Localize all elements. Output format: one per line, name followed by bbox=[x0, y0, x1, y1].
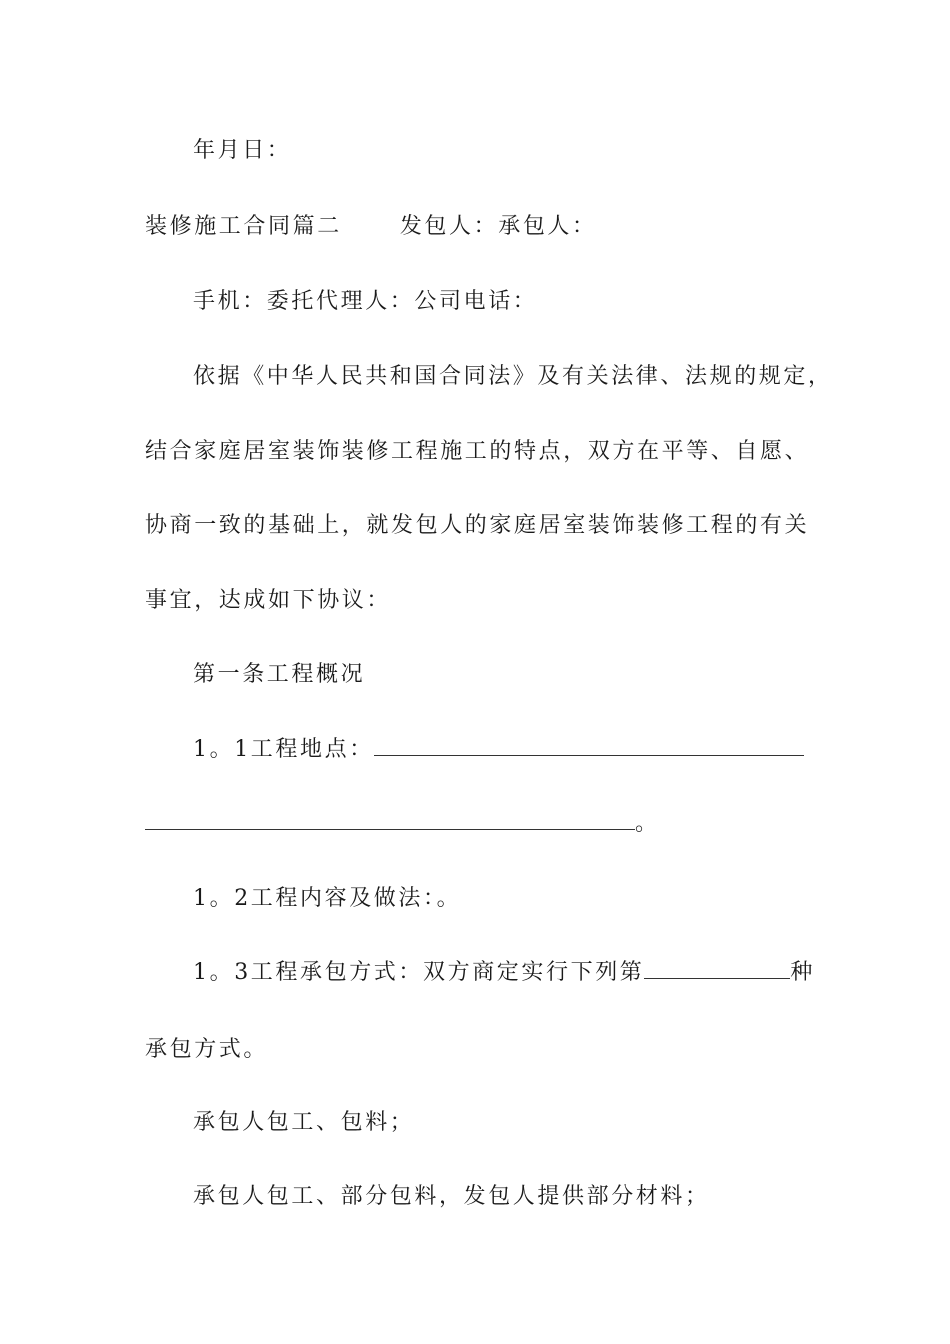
intro-line-2 bbox=[145, 437, 809, 467]
date-text: 年月日： bbox=[193, 138, 292, 163]
option-1-text: 承包人包工、包料； bbox=[193, 1110, 415, 1135]
intro-line-3 bbox=[145, 511, 809, 541]
item-1-2-text: 1。2工程内容及做法：。 bbox=[193, 886, 462, 911]
item-1-3-continuation-text: 承包方式。 bbox=[145, 1037, 269, 1062]
item-1-3-text: 1。3工程承包方式：双方商定实行下列第 bbox=[193, 960, 645, 985]
intro-line-4 bbox=[145, 586, 391, 616]
title-parties-line bbox=[145, 212, 597, 242]
item-1-1-end: 。 bbox=[635, 811, 660, 836]
contract-title: 装修施工合同篇二 bbox=[145, 214, 342, 239]
item-1-1-continuation bbox=[145, 809, 660, 839]
intro-line-1 bbox=[193, 362, 833, 392]
item-1-1-line bbox=[193, 735, 804, 765]
parties-text: 发包人：承包人： bbox=[399, 214, 597, 239]
item-1-2-line bbox=[193, 884, 461, 914]
option-1-line bbox=[193, 1108, 414, 1138]
option-2-line bbox=[193, 1182, 710, 1212]
address-blank-2[interactable] bbox=[145, 809, 635, 830]
article-1-text: 第一条工程概况 bbox=[193, 662, 366, 687]
item-1-3-line bbox=[193, 958, 815, 988]
address-blank-1[interactable] bbox=[374, 735, 804, 756]
contacts-text: 手机：委托代理人：公司电话： bbox=[193, 289, 538, 314]
intro-text-1: 依据《中华人民共和国合同法》及有关法律、法规的规定， bbox=[193, 364, 833, 389]
intro-text-3: 协商一致的基础上，就发包人的家庭居室装饰装修工程的有关 bbox=[145, 513, 810, 538]
date-line bbox=[193, 136, 291, 166]
article-1-heading bbox=[193, 660, 365, 690]
intro-text-4: 事宜，达成如下协议： bbox=[145, 588, 392, 613]
item-1-1-text: 1。1工程地点： bbox=[193, 737, 374, 762]
contract-mode-blank[interactable] bbox=[644, 958, 790, 979]
contacts-line bbox=[193, 287, 537, 317]
item-1-3-suffix: 种 bbox=[790, 960, 816, 985]
option-2-text: 承包人包工、部分包料，发包人提供部分材料； bbox=[193, 1184, 710, 1209]
intro-text-2: 结合家庭居室装饰装修工程施工的特点，双方在平等、自愿、 bbox=[145, 439, 810, 464]
item-1-3-continuation bbox=[145, 1035, 268, 1065]
